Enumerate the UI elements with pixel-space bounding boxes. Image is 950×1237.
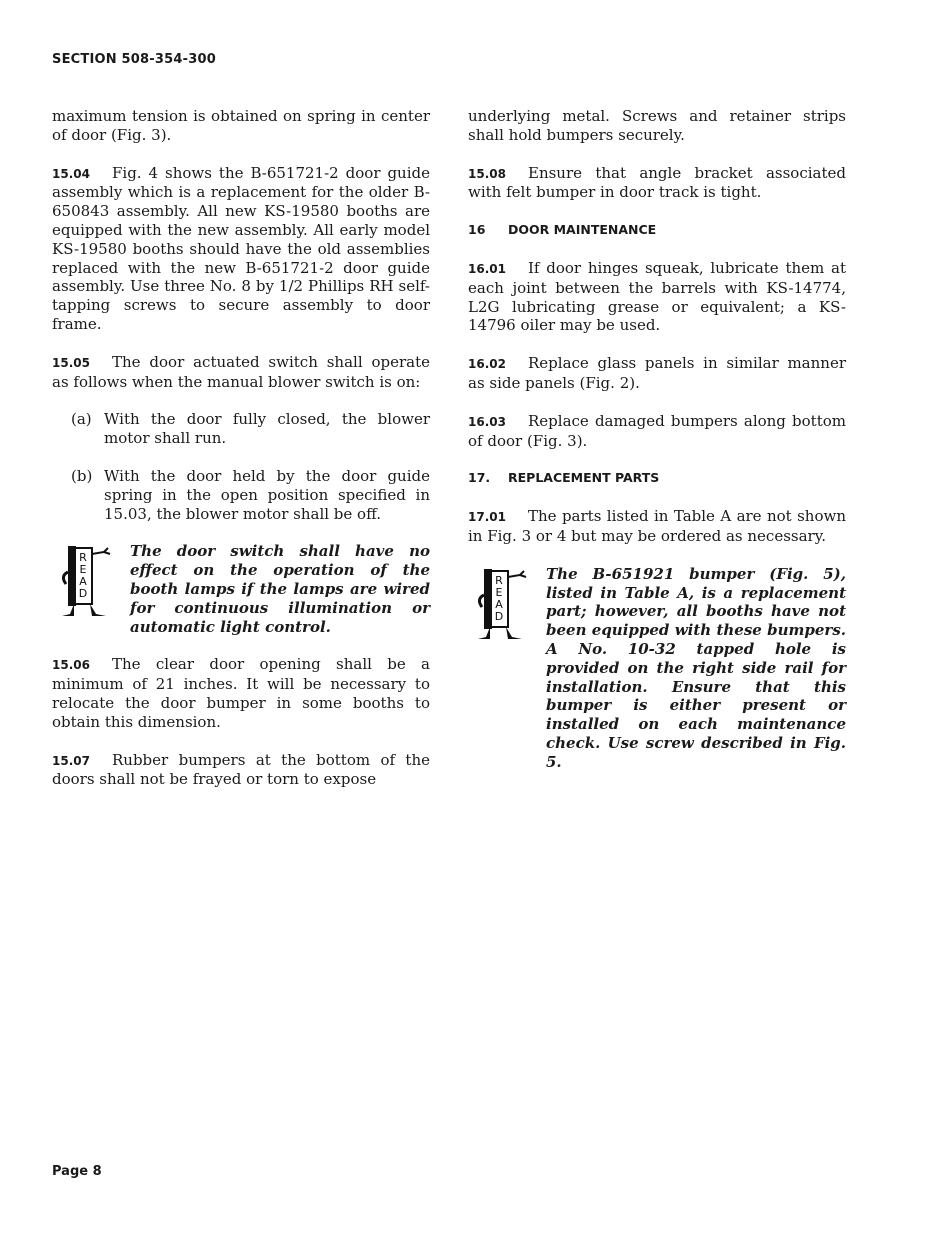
right-column (468, 107, 846, 772)
section-header: SECTION 508-354-300 (52, 52, 216, 67)
paragraph-15-05 (52, 353, 430, 392)
left-column (52, 107, 430, 789)
paragraph-17-01 (468, 507, 846, 546)
paragraph-continuation: maximum tension is obtained on spring in center of door (Fig. 3). (52, 107, 430, 144)
read-note-bumper (468, 565, 846, 772)
heading-number: 16 (468, 222, 486, 238)
svg-text:R: R (495, 573, 503, 587)
heading-number: 17. (468, 470, 491, 486)
paragraph-number: 16.01 (468, 261, 506, 276)
paragraph-16-03 (468, 412, 846, 451)
paragraph-text: If door hinges squeak, lubricate them at each joint between the barrels with KS-14774, L2G lubricating grease or equivalent; a KS-14796 oiler may be used. (468, 258, 846, 335)
heading-replacement-parts (468, 469, 846, 488)
paragraph-text: The parts listed in Table A are not shown in Fig. 3 or 4 but may be ordered as necessary. (468, 507, 846, 545)
list-item-b (52, 467, 430, 523)
item-text: With the door fully closed, the blower motor shall run. (104, 410, 430, 448)
paragraph-continuation: underlying metal. Screws and retainer strips shall hold bumpers securely. (468, 107, 846, 144)
paragraph-text: Replace glass panels in similar manner as side panels (Fig. 2). (468, 354, 846, 392)
svg-text:A: A (79, 575, 87, 589)
paragraph-text: The door actuated switch shall operate as follows when the manual blower switch is on: (52, 352, 430, 391)
paragraph-text: The clear door opening shall be a minimum of 21 inches. It will be necessary to relocate the door bumper in some booths to obtain this dimension. (52, 655, 430, 731)
svg-text:E: E (79, 563, 87, 577)
paragraph-15-07 (52, 751, 430, 790)
item-label: (b) (71, 466, 93, 485)
paragraph-text: Fig. 4 shows the B-651721-2 door guide assembly which is a replacement for the older B-650843 assembly. All new KS-19580 booths are equipped with the new assembly. All early model KS-19580 booths should have the old assemblies replaced with the new B-651721-2 door guide assembly. Use three No. 8 by 1/2 Phillips RH self-tapping screws to secure assembly to door frame. (52, 163, 430, 333)
paragraph-number: 15.06 (52, 658, 90, 673)
paragraph-number: 15.08 (468, 166, 506, 181)
paragraph-number: 15.04 (52, 166, 90, 181)
heading-title: REPLACEMENT PARTS (508, 470, 660, 486)
paragraph-15-04 (52, 164, 430, 334)
paragraph-number: 16.03 (468, 414, 506, 429)
svg-text:R: R (79, 551, 87, 565)
svg-text:D: D (78, 587, 88, 601)
item-label: (a) (71, 410, 92, 429)
read-figure-icon (476, 565, 538, 643)
paragraph-number: 16.02 (468, 357, 506, 372)
note-text: The B-651921 bumper (Fig. 5), listed in Table A, is a replacement part; however, all booths have not been equipped with these bumpers. A No. 10-32 tapped hole is provided on the right side rail for installation. Ensure that this bumper is either present or installed on each maintenance check. Use screw described in Fig. 5. (546, 564, 846, 771)
paragraph-number: 15.07 (52, 753, 90, 768)
paragraph-number: 15.05 (52, 355, 90, 370)
svg-text:D: D (494, 609, 504, 623)
paragraph-15-06 (52, 655, 430, 731)
paragraph-text: Rubber bumpers at the bottom of the doors shall not be frayed or torn to expose (52, 750, 430, 789)
paragraph-number: 17.01 (468, 510, 506, 525)
page-number: Page 8 (52, 1164, 102, 1179)
heading-title: DOOR MAINTENANCE (508, 222, 657, 238)
list-item-a (52, 410, 430, 448)
heading-door-maintenance (468, 221, 846, 240)
item-text: With the door held by the door guide spring in the open position specified in 15.03, the blower motor shall be off. (104, 466, 430, 523)
svg-text:E: E (495, 585, 503, 599)
read-figure-icon (60, 542, 122, 620)
note-text: The door switch shall have no effect on the operation of the booth lamps if the lamps are wired for continuous illumination or automatic light control. (130, 542, 430, 636)
svg-text:A: A (495, 597, 503, 611)
paragraph-16-01 (468, 259, 846, 335)
paragraph-text: Ensure that angle bracket associated with felt bumper in door track is tight. (468, 163, 846, 202)
paragraph-text: Replace damaged bumpers along bottom of door (Fig. 3). (468, 411, 846, 450)
paragraph-16-02 (468, 354, 846, 393)
paragraph-15-08 (468, 164, 846, 203)
read-note-door-switch (52, 542, 430, 636)
